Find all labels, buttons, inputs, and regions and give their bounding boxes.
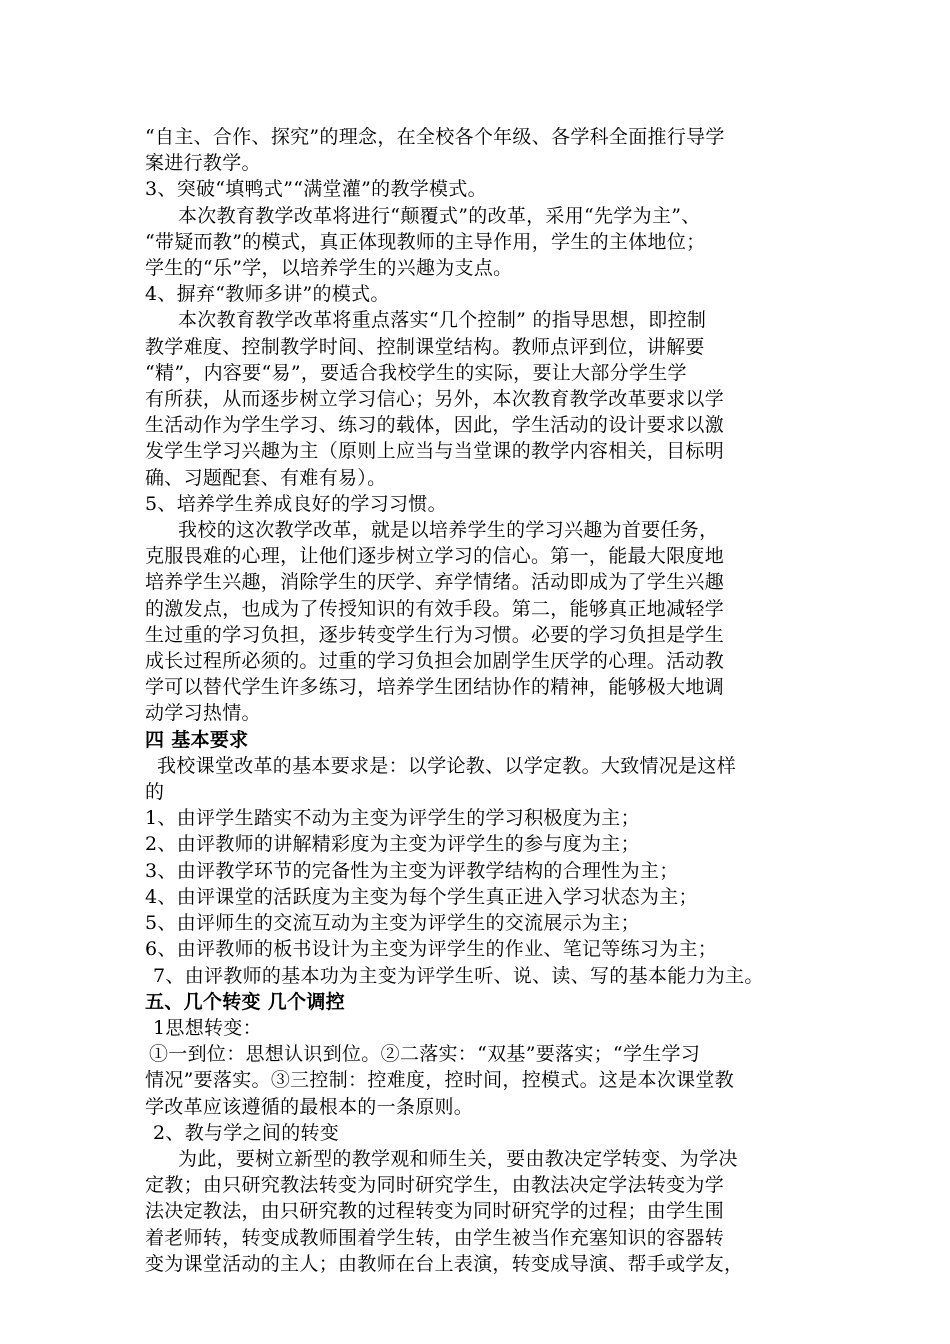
text-line: 2、教与学之间的转变	[153, 1121, 340, 1144]
section-heading: 四 基本要求	[145, 728, 249, 751]
document-page	[145, 124, 820, 1277]
text-line: 7、由评教师的基本功为主变为评学生听、说、读、写的基本能力为主。	[153, 964, 764, 987]
text-line: 本次教育教学改革将重点落实“几个控制” 的指导思想，即控制	[178, 309, 707, 332]
text-line: 生活动作为学生学习、练习的载体，因此，学生活动的设计要求以激	[145, 414, 725, 437]
text-line: 我校的这次教学改革，就是以培养学生的学习兴趣为首要任务，	[178, 519, 719, 542]
text-line: 着老师转，转变成教师围着学生转，由学生被当作充塞知识的容器转	[145, 1226, 725, 1249]
text-line: 确、习题配套、有难有易）。	[145, 466, 387, 489]
text-line: “自主、合作、探究”的理念，在全校各个年级、各学科全面推行导学	[145, 126, 725, 148]
text-line: 动学习热情。	[145, 702, 261, 725]
text-line: 学改革应该遵循的最根本的一条原则。	[145, 1095, 474, 1118]
text-line: “带疑而教”的模式，真正体现教师的主导作用，学生的主体地位；	[145, 230, 706, 253]
text-line: 发学生学习兴趣为主（原则上应当与当堂课的教学内容相关，目标明	[145, 440, 725, 463]
text-line: 3、由评教学环节的完备性为主变为评教学结构的合理性为主；	[145, 859, 679, 882]
text-line: 的激发点，也成为了传授知识的有效手段。第二，能够真正地减轻学	[145, 597, 725, 620]
text-line: 法决定教法，由只研究教的过程转变为同时研究学的过程；由学生围	[145, 1200, 725, 1223]
text-line: 1、由评学生踏实不动为主变为评学生的学习积极度为主；	[145, 807, 640, 830]
text-line: 我校课堂改革的基本要求是：以学论教、以学定教。大致情况是这样	[157, 754, 737, 777]
text-line: 6、由评教师的板书设计为主变为评学生的作业、笔记等练习为主；	[145, 938, 718, 961]
text-line: 2、由评教师的讲解精彩度为主变为评学生的参与度为主；	[145, 833, 640, 856]
text-line: 有所获，从而逐步树立学习信心；另外，本次教育教学改革要求以学	[145, 388, 725, 411]
text-line: 5、由评师生的交流互动为主变为评学生的交流展示为主；	[145, 912, 640, 935]
text-line: 4、由评课堂的活跃度为主变为每个学生真正进入学习状态为主；	[145, 885, 698, 908]
text-line: 定教；由只研究教法转变为同时研究学生，由教法决定学法转变为学	[145, 1174, 725, 1197]
text-line: 培养学生兴趣，消除学生的厌学、弃学情绪。活动即成为了学生兴趣	[145, 571, 725, 594]
text-line: 变为课堂活动的主人；由教师在台上表演，转变成导演、帮手或学友，	[145, 1252, 744, 1275]
text-line: 案进行教学。	[145, 152, 261, 175]
text-line: “精”，内容要“易”，要适合我校学生的实际，要让大部分学生学	[145, 361, 687, 384]
text-line: 本次教育教学改革将进行“颠覆式”的改革，采用“先学为主”、	[178, 204, 701, 227]
text-line: 3、突破“填鸭式”“满堂灌”的教学模式。	[145, 178, 487, 201]
text-line: 5、培养学生养成良好的学习习惯。	[145, 492, 447, 515]
text-line: 为此，要树立新型的教学观和师生关，要由教决定学转变、为学决	[178, 1147, 738, 1170]
text-line: 学可以替代学生许多练习，培养学生团结协作的精神，能够极大地调	[145, 676, 725, 699]
text-line: 情况”要落实。③三控制：控难度，控时间，控模式。这是本次课堂教	[145, 1069, 735, 1092]
text-line: 4、摒弃“教师多讲”的模式。	[145, 283, 390, 306]
text-line: 的	[145, 781, 165, 804]
text-line: 1思想转变：	[153, 1016, 262, 1039]
text-line: 生过重的学习负担，逐步转变学生行为习惯。必要的学习负担是学生	[145, 623, 725, 646]
text-line: 教学难度、控制教学时间、控制课堂结构。教师点评到位，讲解要	[145, 335, 705, 358]
text-line: 学生的“乐”学，以培养学生的兴趣为支点。	[145, 257, 513, 280]
section-heading: 五、几个转变 几个调控	[145, 990, 345, 1013]
text-line: 成长过程所必须的。过重的学习负担会加剧学生厌学的心理。活动教	[145, 650, 725, 673]
text-line: 克服畏难的心理，让他们逐步树立学习的信心。第一，能最大限度地	[145, 545, 725, 568]
text-line: ①一到位：思想认识到位。②二落实：“双基”要落实；“学生学习	[149, 1043, 701, 1066]
